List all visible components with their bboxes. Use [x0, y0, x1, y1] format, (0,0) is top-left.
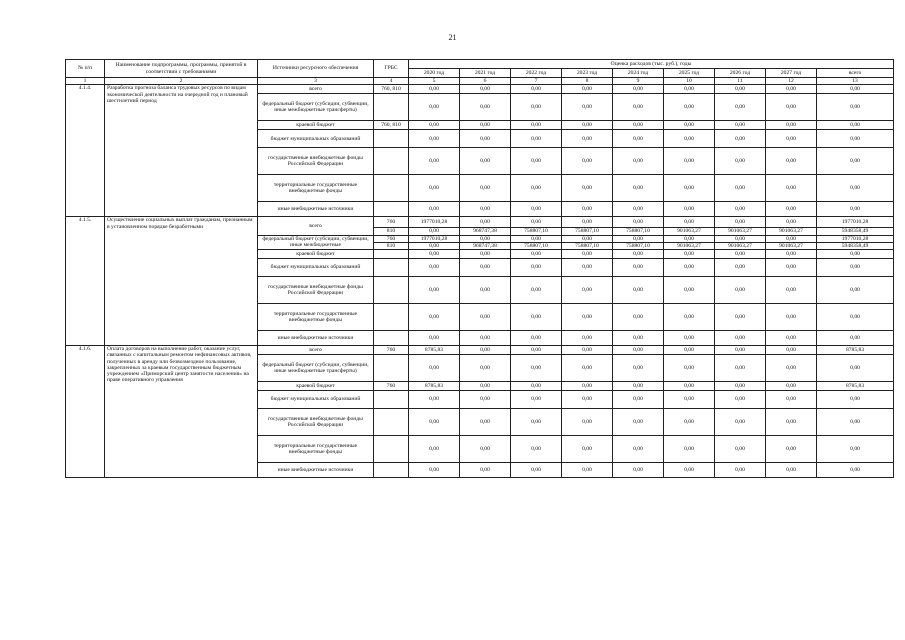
- source-cell: иные внебюджетные источники: [258, 331, 374, 346]
- value-cell: 0,00: [511, 250, 562, 259]
- value-cell: 0,00: [613, 250, 664, 259]
- value-cell: 0,00: [664, 235, 715, 242]
- value-cell: 0,00: [409, 331, 460, 346]
- value-cell: 0,00: [817, 391, 894, 409]
- value-cell: 758807,10: [511, 228, 562, 235]
- source-cell: бюджет муниципальных образований: [258, 391, 374, 409]
- value-cell: 0,00: [664, 130, 715, 148]
- value-cell: 0,00: [613, 304, 664, 331]
- value-cell: 0,00: [817, 94, 894, 121]
- grbs-cell: [374, 355, 409, 382]
- value-cell: 0,00: [562, 94, 613, 121]
- value-cell: 0,00: [460, 304, 511, 331]
- value-cell: 901063,27: [766, 242, 817, 249]
- column-number: 6: [460, 78, 511, 85]
- table-row: [66, 217, 894, 228]
- value-cell: 0,00: [766, 391, 817, 409]
- value-cell: 0,00: [766, 94, 817, 121]
- value-cell: 0,00: [766, 202, 817, 217]
- grbs-cell: [374, 148, 409, 175]
- value-cell: 0,00: [664, 250, 715, 259]
- value-cell: 0,00: [409, 242, 460, 249]
- year-header: 2024 год: [613, 69, 664, 78]
- value-cell: 0,00: [562, 346, 613, 355]
- value-cell: 0,00: [817, 148, 894, 175]
- value-cell: 901063,27: [664, 242, 715, 249]
- value-cell: 8785,83: [409, 382, 460, 391]
- value-cell: 0,00: [562, 121, 613, 130]
- value-cell: 0,00: [664, 355, 715, 382]
- value-cell: 901063,27: [664, 228, 715, 235]
- value-cell: 0,00: [511, 409, 562, 436]
- value-cell: 0,00: [715, 391, 766, 409]
- value-cell: 0,00: [613, 391, 664, 409]
- value-cell: 0,00: [766, 217, 817, 228]
- value-cell: 0,00: [562, 148, 613, 175]
- header-num: № п/п: [66, 60, 105, 78]
- year-header: 2025 год: [664, 69, 715, 78]
- value-cell: 0,00: [613, 463, 664, 478]
- value-cell: 0,00: [409, 94, 460, 121]
- value-cell: 0,00: [715, 436, 766, 463]
- source-cell: всего: [258, 85, 374, 94]
- value-cell: 0,00: [409, 463, 460, 478]
- value-cell: 0,00: [511, 202, 562, 217]
- value-cell: 0,00: [664, 463, 715, 478]
- value-cell: 0,00: [409, 202, 460, 217]
- value-cell: 0,00: [664, 202, 715, 217]
- value-cell: 0,00: [511, 85, 562, 94]
- source-cell: всего: [258, 217, 374, 235]
- column-number: 8: [562, 78, 613, 85]
- value-cell: 0,00: [409, 130, 460, 148]
- value-cell: 0,00: [562, 250, 613, 259]
- value-cell: 0,00: [766, 175, 817, 202]
- value-cell: 0,00: [511, 148, 562, 175]
- source-cell: государственные внебюджетные фонды Российской Федерации: [258, 409, 374, 436]
- value-cell: 0,00: [766, 436, 817, 463]
- source-cell: краевой бюджет: [258, 121, 374, 130]
- grbs-cell: [374, 304, 409, 331]
- value-cell: 0,00: [715, 304, 766, 331]
- value-cell: 0,00: [562, 175, 613, 202]
- value-cell: 0,00: [766, 382, 817, 391]
- value-cell: 0,00: [715, 346, 766, 355]
- source-cell: иные внебюджетные источники: [258, 202, 374, 217]
- value-cell: 0,00: [613, 382, 664, 391]
- year-header: всего: [817, 69, 894, 78]
- value-cell: 0,00: [511, 235, 562, 242]
- value-cell: 0,00: [817, 436, 894, 463]
- value-cell: 0,00: [613, 355, 664, 382]
- value-cell: 0,00: [409, 250, 460, 259]
- value-cell: 0,00: [562, 217, 613, 228]
- item-number: 4.1.5.: [66, 217, 105, 346]
- value-cell: 0,00: [766, 250, 817, 259]
- value-cell: 0,00: [715, 202, 766, 217]
- grbs-cell: 760, 810: [374, 121, 409, 130]
- value-cell: 0,00: [766, 463, 817, 478]
- source-cell: иные внебюджетные источники: [258, 463, 374, 478]
- column-number: 2: [105, 78, 258, 85]
- value-cell: 0,00: [460, 382, 511, 391]
- value-cell: 0,00: [664, 409, 715, 436]
- value-cell: 0,00: [715, 94, 766, 121]
- value-cell: 0,00: [766, 304, 817, 331]
- grbs-cell: [374, 130, 409, 148]
- table-row: [66, 346, 894, 355]
- value-cell: 758807,10: [562, 228, 613, 235]
- value-cell: 0,00: [817, 304, 894, 331]
- value-cell: 0,00: [460, 94, 511, 121]
- value-cell: 0,00: [766, 235, 817, 242]
- source-cell: территориальные государственные внебюджетные фонды: [258, 304, 374, 331]
- column-number: 1: [66, 78, 105, 85]
- value-cell: 0,00: [715, 148, 766, 175]
- value-cell: 0,00: [460, 202, 511, 217]
- value-cell: 0,00: [613, 259, 664, 277]
- value-cell: 0,00: [409, 355, 460, 382]
- year-header: 2022 год: [511, 69, 562, 78]
- grbs-cell: [374, 409, 409, 436]
- column-number: 11: [715, 78, 766, 85]
- value-cell: 1977010,28: [817, 217, 894, 228]
- grbs-cell: [374, 463, 409, 478]
- value-cell: 0,00: [613, 148, 664, 175]
- column-number: 10: [664, 78, 715, 85]
- page-number: 21: [448, 33, 457, 42]
- value-cell: 0,00: [409, 304, 460, 331]
- grbs-cell: 760: [374, 235, 409, 242]
- grbs-cell: 760: [374, 346, 409, 355]
- value-cell: 0,00: [715, 463, 766, 478]
- column-number: 3: [258, 78, 374, 85]
- value-cell: 0,00: [715, 331, 766, 346]
- value-cell: 0,00: [460, 331, 511, 346]
- item-number: 4.1.4.: [66, 85, 105, 217]
- value-cell: 0,00: [817, 277, 894, 304]
- value-cell: 0,00: [817, 121, 894, 130]
- column-number: 13: [817, 78, 894, 85]
- value-cell: 0,00: [715, 382, 766, 391]
- value-cell: 0,00: [562, 331, 613, 346]
- grbs-cell: 760: [374, 382, 409, 391]
- value-cell: 0,00: [562, 202, 613, 217]
- value-cell: 0,00: [664, 217, 715, 228]
- value-cell: 0,00: [817, 175, 894, 202]
- value-cell: 0,00: [664, 94, 715, 121]
- value-cell: 0,00: [664, 175, 715, 202]
- header-source: Источники ресурсного обеспечения: [258, 60, 374, 78]
- value-cell: 0,00: [511, 436, 562, 463]
- header-grbs: ГРБС: [374, 60, 409, 78]
- value-cell: 901063,27: [715, 228, 766, 235]
- value-cell: 0,00: [817, 202, 894, 217]
- value-cell: 0,00: [409, 85, 460, 94]
- value-cell: 0,00: [511, 346, 562, 355]
- value-cell: 0,00: [460, 259, 511, 277]
- value-cell: 0,00: [715, 217, 766, 228]
- value-cell: 0,00: [511, 391, 562, 409]
- value-cell: 0,00: [613, 202, 664, 217]
- source-cell: всего: [258, 346, 374, 355]
- value-cell: 0,00: [562, 277, 613, 304]
- value-cell: 0,00: [613, 331, 664, 346]
- source-cell: бюджет муниципальных образований: [258, 259, 374, 277]
- value-cell: 0,00: [613, 121, 664, 130]
- value-cell: 0,00: [562, 130, 613, 148]
- value-cell: 0,00: [613, 175, 664, 202]
- value-cell: 0,00: [817, 259, 894, 277]
- value-cell: 0,00: [562, 355, 613, 382]
- value-cell: 1977010,28: [817, 235, 894, 242]
- value-cell: 0,00: [409, 277, 460, 304]
- value-cell: 0,00: [460, 277, 511, 304]
- value-cell: 0,00: [511, 217, 562, 228]
- value-cell: 0,00: [817, 331, 894, 346]
- value-cell: 0,00: [766, 277, 817, 304]
- value-cell: 0,00: [817, 130, 894, 148]
- value-cell: 0,00: [817, 463, 894, 478]
- value-cell: 0,00: [766, 121, 817, 130]
- grbs-cell: [374, 436, 409, 463]
- value-cell: 0,00: [460, 130, 511, 148]
- value-cell: 0,00: [511, 304, 562, 331]
- value-cell: 0,00: [562, 85, 613, 94]
- value-cell: 0,00: [562, 259, 613, 277]
- grbs-cell: [374, 175, 409, 202]
- column-number: 12: [766, 78, 817, 85]
- value-cell: 0,00: [766, 346, 817, 355]
- item-number: 4.1.6.: [66, 346, 105, 478]
- value-cell: 0,00: [409, 259, 460, 277]
- value-cell: 0,00: [613, 277, 664, 304]
- value-cell: 0,00: [511, 121, 562, 130]
- grbs-cell: [374, 331, 409, 346]
- year-header: 2023 год: [562, 69, 613, 78]
- value-cell: 758807,10: [511, 242, 562, 249]
- value-cell: 0,00: [409, 175, 460, 202]
- value-cell: 0,00: [511, 277, 562, 304]
- value-cell: 0,00: [511, 175, 562, 202]
- value-cell: 0,00: [715, 409, 766, 436]
- value-cell: 0,00: [562, 382, 613, 391]
- value-cell: 0,00: [511, 259, 562, 277]
- year-header: 2027 год: [766, 69, 817, 78]
- value-cell: 0,00: [664, 277, 715, 304]
- value-cell: 0,00: [715, 355, 766, 382]
- source-cell: федеральный бюджет (субсидии, субвенции, иные межбюджетные трансферты): [258, 355, 374, 382]
- grbs-cell: 810: [374, 242, 409, 249]
- value-cell: 0,00: [766, 130, 817, 148]
- value-cell: 0,00: [613, 130, 664, 148]
- grbs-cell: [374, 202, 409, 217]
- value-cell: 0,00: [460, 355, 511, 382]
- table-row: [66, 85, 894, 94]
- source-cell: федеральный бюджет (субсидии, субвенции, иные межбюджетные: [258, 235, 374, 250]
- value-cell: 0,00: [562, 235, 613, 242]
- value-cell: 0,00: [664, 85, 715, 94]
- value-cell: 0,00: [511, 331, 562, 346]
- value-cell: 0,00: [562, 304, 613, 331]
- header-estimate: Оценка расходов (тыс. руб.), годы: [409, 60, 894, 69]
- value-cell: 758807,10: [613, 228, 664, 235]
- value-cell: 0,00: [613, 235, 664, 242]
- value-cell: 968747,38: [460, 242, 511, 249]
- value-cell: 0,00: [460, 409, 511, 436]
- value-cell: 0,00: [664, 346, 715, 355]
- value-cell: 901063,27: [766, 228, 817, 235]
- value-cell: 0,00: [460, 148, 511, 175]
- value-cell: 0,00: [409, 391, 460, 409]
- value-cell: 0,00: [766, 148, 817, 175]
- value-cell: 8785,83: [817, 382, 894, 391]
- year-header: 2021 год: [460, 69, 511, 78]
- value-cell: 0,00: [664, 391, 715, 409]
- value-cell: 1977010,28: [409, 235, 460, 242]
- value-cell: 0,00: [715, 85, 766, 94]
- year-header: 2020 год: [409, 69, 460, 78]
- value-cell: 0,00: [664, 148, 715, 175]
- source-cell: краевой бюджет: [258, 382, 374, 391]
- header-row: [66, 60, 894, 69]
- column-number: 7: [511, 78, 562, 85]
- value-cell: 0,00: [664, 304, 715, 331]
- column-number: 5: [409, 78, 460, 85]
- year-header: 2026 год: [715, 69, 766, 78]
- value-cell: 0,00: [715, 130, 766, 148]
- value-cell: 968747,38: [460, 228, 511, 235]
- value-cell: 0,00: [613, 436, 664, 463]
- header-name: Наименование подпрограммы, программы, принятой в соответствии с требованиями: [105, 60, 258, 78]
- value-cell: 0,00: [817, 250, 894, 259]
- value-cell: 0,00: [715, 250, 766, 259]
- value-cell: 0,00: [613, 85, 664, 94]
- value-cell: 5948358,49: [817, 228, 894, 235]
- value-cell: 0,00: [511, 355, 562, 382]
- value-cell: 0,00: [460, 121, 511, 130]
- value-cell: 0,00: [715, 235, 766, 242]
- source-cell: территориальные государственные внебюджетные фонды: [258, 436, 374, 463]
- value-cell: 0,00: [613, 217, 664, 228]
- value-cell: 0,00: [715, 175, 766, 202]
- value-cell: 0,00: [511, 382, 562, 391]
- value-cell: 0,00: [817, 85, 894, 94]
- item-name: Осуществление социальных выплат гражданам, признанным в установленном порядке безработными: [105, 217, 258, 346]
- value-cell: 0,00: [409, 121, 460, 130]
- value-cell: 0,00: [664, 259, 715, 277]
- value-cell: 901063,27: [715, 242, 766, 249]
- grbs-cell: [374, 250, 409, 259]
- value-cell: 0,00: [715, 277, 766, 304]
- grbs-cell: 810: [374, 228, 409, 235]
- value-cell: 0,00: [562, 409, 613, 436]
- source-cell: территориальные государственные внебюджетные фонды: [258, 175, 374, 202]
- value-cell: 5948358,49: [817, 242, 894, 249]
- value-cell: 0,00: [511, 130, 562, 148]
- value-cell: 0,00: [817, 409, 894, 436]
- value-cell: 0,00: [409, 436, 460, 463]
- value-cell: 0,00: [766, 355, 817, 382]
- source-cell: государственные внебюджетные фонды Российской Федерации: [258, 277, 374, 304]
- column-number: 4: [374, 78, 409, 85]
- table-body: [66, 60, 894, 478]
- value-cell: 0,00: [460, 175, 511, 202]
- value-cell: 0,00: [409, 148, 460, 175]
- value-cell: 0,00: [562, 391, 613, 409]
- value-cell: 0,00: [460, 463, 511, 478]
- column-numbers-row: [66, 78, 894, 85]
- value-cell: 0,00: [766, 259, 817, 277]
- value-cell: 0,00: [664, 382, 715, 391]
- value-cell: 0,00: [664, 331, 715, 346]
- value-cell: 0,00: [817, 355, 894, 382]
- value-cell: 0,00: [511, 94, 562, 121]
- value-cell: 0,00: [766, 409, 817, 436]
- source-cell: краевой бюджет: [258, 250, 374, 259]
- value-cell: 8785,83: [409, 346, 460, 355]
- grbs-cell: [374, 391, 409, 409]
- value-cell: 0,00: [460, 346, 511, 355]
- value-cell: 0,00: [511, 463, 562, 478]
- column-number: 9: [613, 78, 664, 85]
- source-cell: федеральный бюджет (субсидии, субвенции, иные межбюджетные трансферты): [258, 94, 374, 121]
- grbs-cell: 760, 810: [374, 85, 409, 94]
- value-cell: 0,00: [562, 463, 613, 478]
- value-cell: 0,00: [409, 228, 460, 235]
- value-cell: 0,00: [460, 235, 511, 242]
- value-cell: 1977010,28: [409, 217, 460, 228]
- value-cell: 8785,83: [817, 346, 894, 355]
- item-name: Разработка прогноза баланса трудовых ресурсов по видам экономической деятельности на очередной год и плановый шестилетний период: [105, 85, 258, 217]
- value-cell: 0,00: [613, 409, 664, 436]
- source-cell: государственные внебюджетные фонды Российской Федерации: [258, 148, 374, 175]
- value-cell: 0,00: [715, 259, 766, 277]
- value-cell: 0,00: [562, 436, 613, 463]
- value-cell: 758807,10: [562, 242, 613, 249]
- value-cell: 0,00: [460, 250, 511, 259]
- value-cell: 0,00: [715, 121, 766, 130]
- item-name: Оплата договоров на выполнение работ, оказание услуг, связанных с капитальным ремонтом нефинансовых активов, полученных в аренду или безвозмездное пользование, закрепленных за краевым государственным бюджетным учреждением «Приморский центр занятости населения» на праве оперативного управления: [105, 346, 258, 478]
- grbs-cell: [374, 277, 409, 304]
- value-cell: 0,00: [766, 85, 817, 94]
- value-cell: 0,00: [460, 391, 511, 409]
- grbs-cell: 760: [374, 217, 409, 228]
- value-cell: 0,00: [460, 85, 511, 94]
- source-cell: бюджет муниципальных образований: [258, 130, 374, 148]
- value-cell: 0,00: [460, 436, 511, 463]
- value-cell: 758807,10: [613, 242, 664, 249]
- value-cell: 0,00: [460, 217, 511, 228]
- value-cell: 0,00: [664, 121, 715, 130]
- budget-table: [65, 59, 894, 478]
- value-cell: 0,00: [766, 331, 817, 346]
- grbs-cell: [374, 259, 409, 277]
- value-cell: 0,00: [613, 346, 664, 355]
- value-cell: 0,00: [613, 94, 664, 121]
- value-cell: 0,00: [409, 409, 460, 436]
- grbs-cell: [374, 94, 409, 121]
- value-cell: 0,00: [664, 436, 715, 463]
